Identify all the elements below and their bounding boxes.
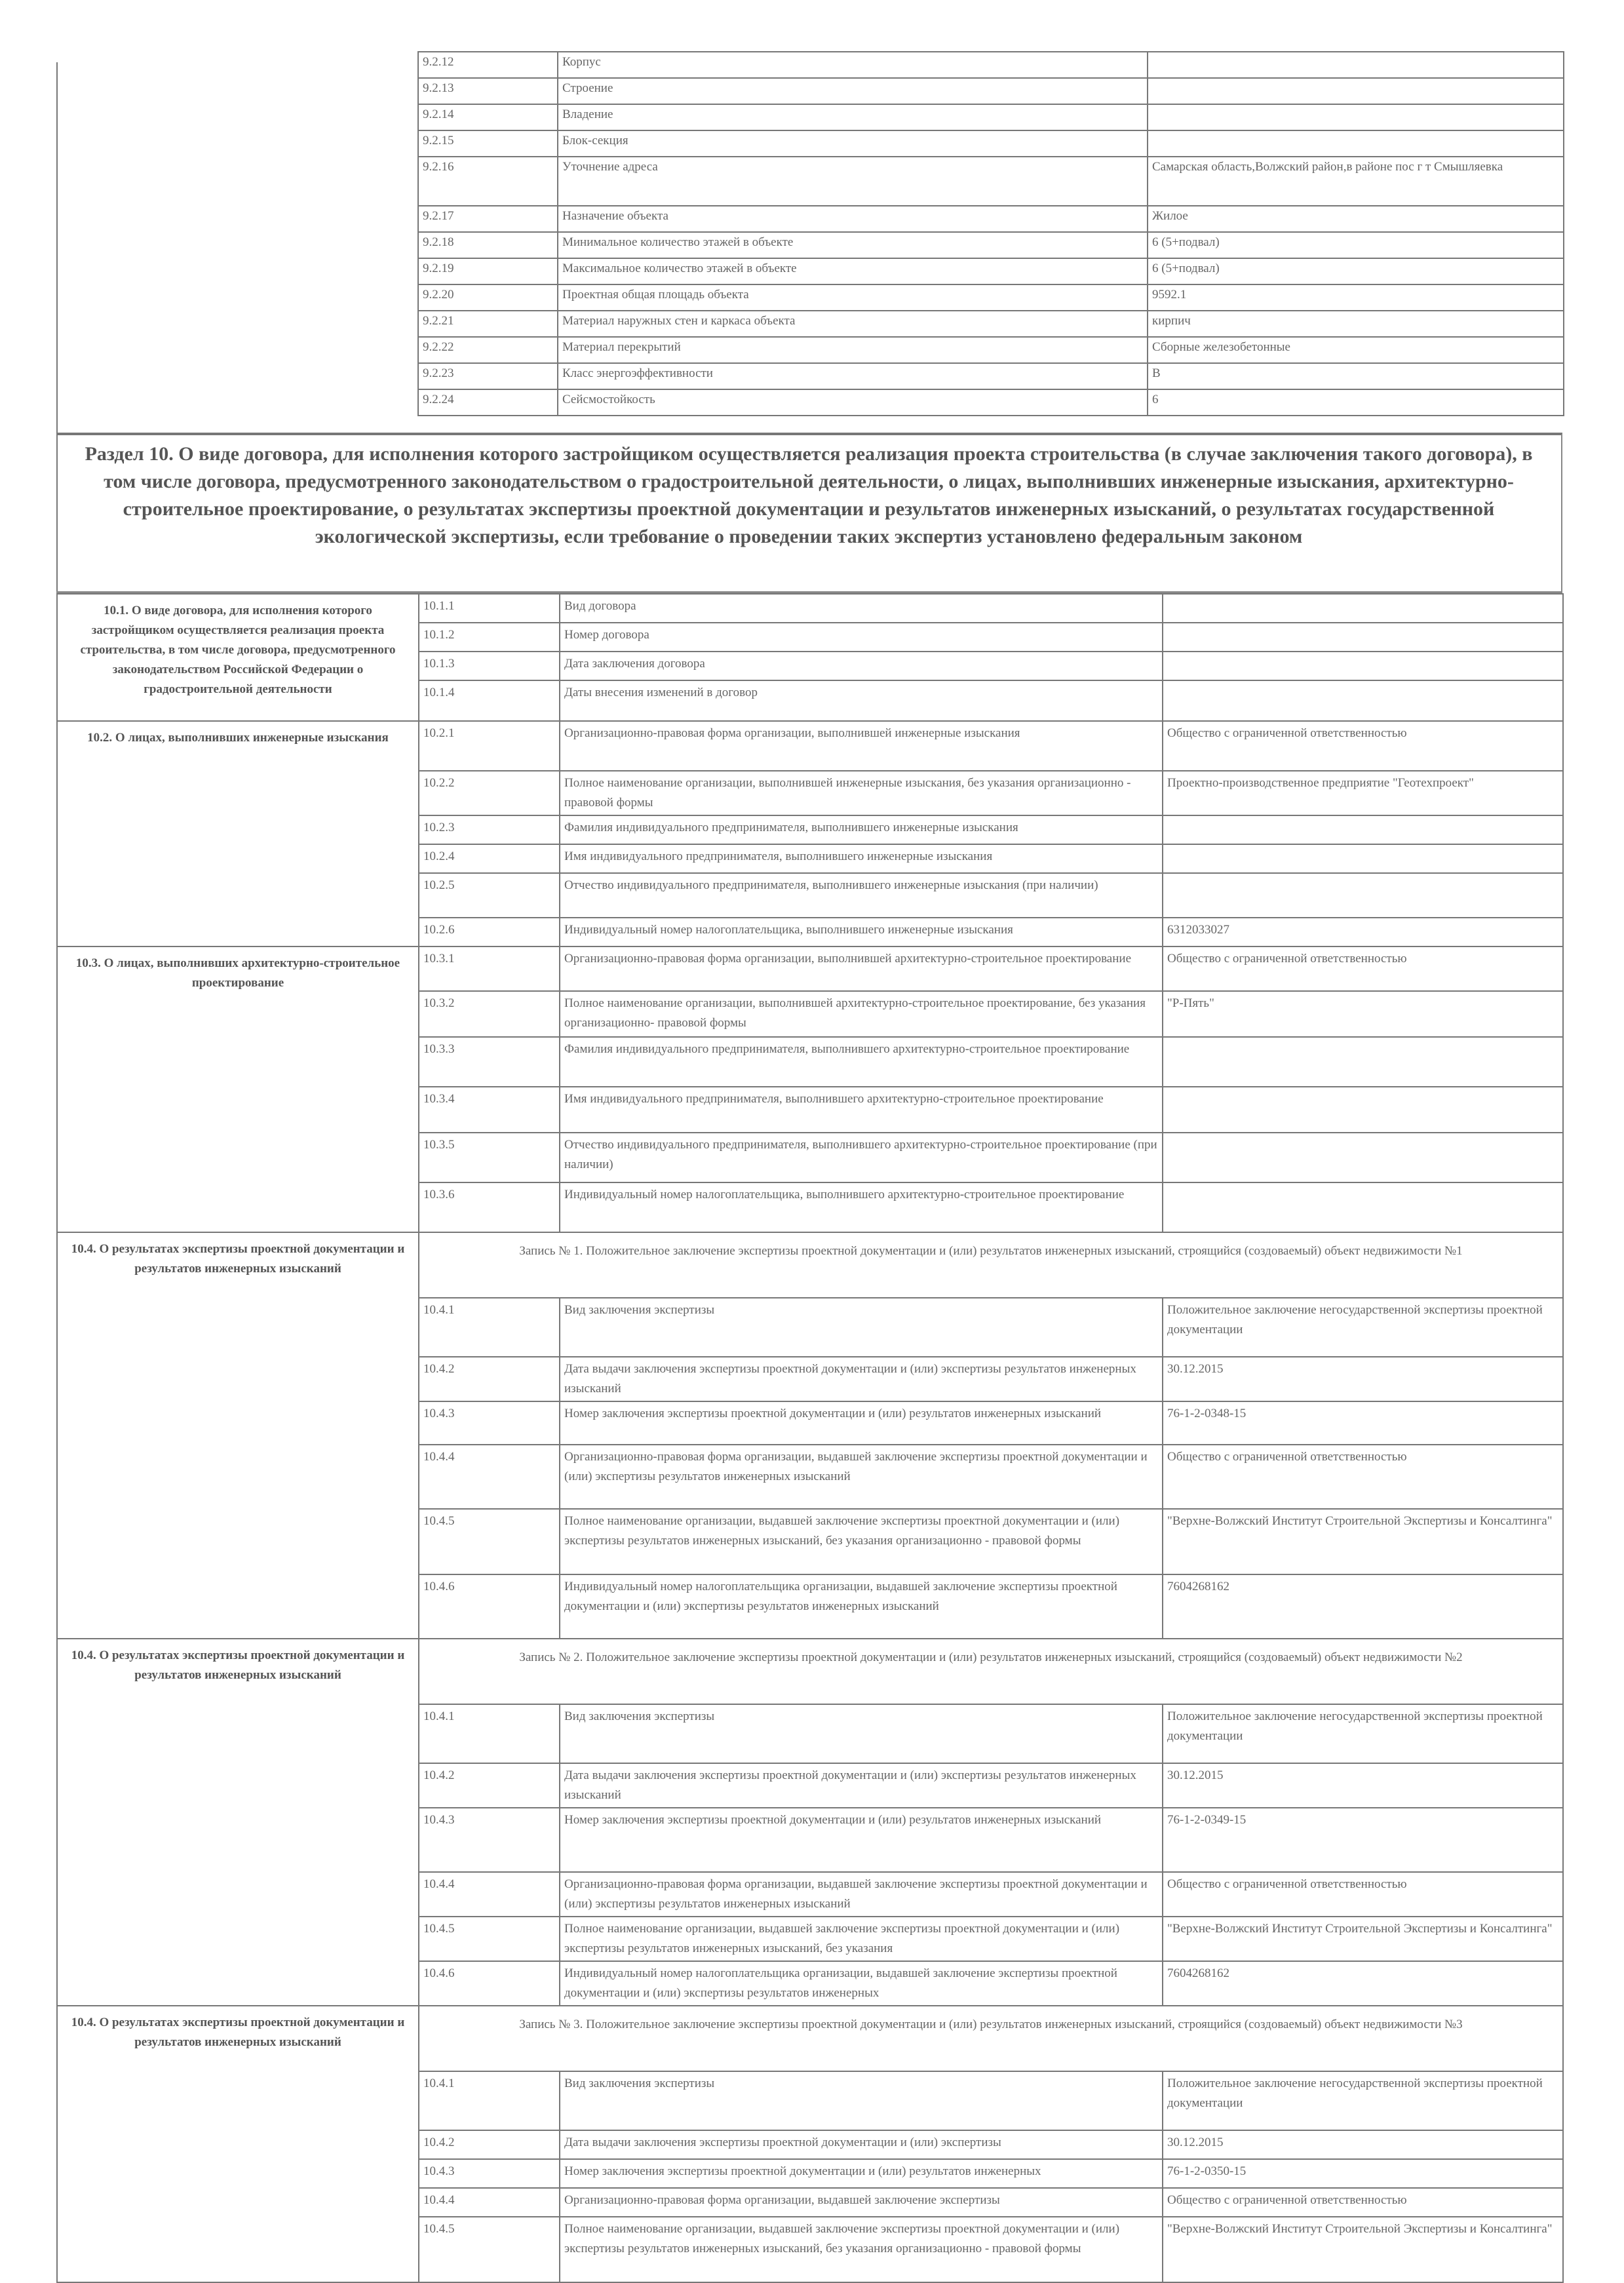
row-number: 9.2.23 [418,363,558,389]
row-value: Положительное заключение негосударственной экспертизы проектной документации [1163,2071,1563,2130]
table-row [57,594,1563,623]
row-label: Отчество индивидуального предпринимателя, выполнившего инженерные изыскания (при наличии) [560,873,1163,918]
row-value: Жилое [1148,206,1564,232]
row-number: 9.2.18 [418,232,558,258]
row-label: Отчество индивидуального предпринимателя, выполнившего архитектурно-строительное проектирование (при наличии) [560,1133,1163,1182]
row-label: Индивидуальный номер налогоплательщика, выполнившего инженерные изыскания [560,918,1163,946]
row-label: Проектная общая площадь объекта [558,284,1148,311]
row-number: 10.4.3 [419,1401,560,1445]
row-value: Общество с ограниченной ответственностью [1163,1872,1563,1917]
row-value: 7604268162 [1163,1574,1563,1639]
row-value: 76-1-2-0350-15 [1163,2159,1563,2188]
row-label: Вид заключения экспертизы [560,1704,1163,1763]
section10-title: Раздел 10. О виде договора, для исполнения которого застройщиком осуществляется реализация проекта строительства (в случае заключения такого договора), в том числе договора, предусмотренного законодательством о градостроительной деятельности, о лицах, выполнивших инженерные изыскания, архитектурно-строительное проектирование, о результатах экспертизы проектной документации и результатов инженерных изысканий, о результатах государственной экологической экспертизы, если требование о проведении таких экспертиз установлено федеральным законом [85,443,1533,547]
row-number: 10.2.6 [419,918,560,946]
row-value [1163,844,1563,873]
row-value: В [1148,363,1564,389]
group-title: 10.4. О результатах экспертизы проектной документации и результатов инженерных изысканий [57,1639,419,2006]
row-value: Общество с ограниченной ответственностью [1163,2188,1563,2217]
row-label: Назначение объекта [558,206,1148,232]
row-value [1163,1037,1563,1087]
row-number: 9.2.17 [418,206,558,232]
row-number: 10.1.2 [419,623,560,652]
row-value [1148,104,1564,130]
row-number: 10.4.5 [419,1917,560,1961]
row-value [1148,78,1564,104]
row-label: Вид заключения экспертизы [560,1298,1163,1357]
row-label: Фамилия индивидуального предпринимателя, выполнившего архитектурно-строительное проектирование [560,1037,1163,1087]
row-value: Положительное заключение негосударственной экспертизы проектной документации [1163,1298,1563,1357]
row-label: Строение [558,78,1148,104]
row-number: 10.3.2 [419,991,560,1037]
table-row [57,721,1563,771]
row-value: "Верхне-Волжский Институт Строительной Экспертизы и Консалтинга" [1163,1509,1563,1574]
row-value: 6312033027 [1163,918,1563,946]
row-number: 10.4.5 [419,2217,560,2282]
row-value: 6 [1148,389,1564,416]
row-label: Полное наименование организации, выдавшей заключение экспертизы проектной документации и (или) экспертизы результатов инженерных изысканий, без указания [560,1917,1163,1961]
row-label: Сейсмостойкость [558,389,1148,416]
row-number: 10.3.1 [419,946,560,991]
row-label: Номер заключения экспертизы проектной документации и (или) результатов инженерных [560,2159,1163,2188]
row-label: Дата выдачи заключения экспертизы проектной документации и (или) экспертизы результатов инженерных изысканий [560,1357,1163,1401]
row-value: 6 (5+подвал) [1148,232,1564,258]
row-value: Сборные железобетонные [1148,337,1564,363]
row-number: 10.3.3 [419,1037,560,1087]
row-label: Номер заключения экспертизы проектной документации и (или) результатов инженерных изысканий [560,1808,1163,1872]
row-value [1163,1133,1563,1182]
record-header-row [57,2006,1563,2071]
row-value: "Верхне-Волжский Институт Строительной Экспертизы и Консалтинга" [1163,1917,1563,1961]
row-label: Минимальное количество этажей в объекте [558,232,1148,258]
row-value [1163,594,1563,623]
row-number: 10.3.5 [419,1133,560,1182]
table-row [418,157,1564,206]
section10-header [56,433,1562,593]
row-value: "Верхне-Волжский Институт Строительной Экспертизы и Консалтинга" [1163,2217,1563,2282]
group-title: 10.3. О лицах, выполнивших архитектурно-строительное проектирование [57,946,419,1232]
row-value: "Р-Пять" [1163,991,1563,1037]
table-row [418,52,1564,78]
row-value [1163,1087,1563,1133]
record-header-row [57,1639,1563,1704]
row-number: 10.2.2 [419,771,560,815]
row-number: 10.3.6 [419,1182,560,1232]
section9-table [417,51,1564,416]
row-value: 7604268162 [1163,1961,1563,2006]
group-title: 10.4. О результатах экспертизы проектной документации и результатов инженерных изысканий [57,1232,419,1639]
row-value: Положительное заключение негосударственной экспертизы проектной документации [1163,1704,1563,1763]
row-value [1163,680,1563,721]
row-value: Самарская область,Волжский район,в районе пос г т Смышляевка [1148,157,1564,206]
row-value [1163,1182,1563,1232]
row-number: 10.2.1 [419,721,560,771]
row-label: Фамилия индивидуального предпринимателя, выполнившего инженерные изыскания [560,815,1163,844]
row-number: 9.2.22 [418,337,558,363]
row-label: Имя индивидуального предпринимателя, выполнившего инженерные изыскания [560,844,1163,873]
row-number: 9.2.21 [418,311,558,337]
row-number: 10.4.1 [419,1704,560,1763]
row-value: Общество с ограниченной ответственностью [1163,1445,1563,1509]
row-number: 9.2.13 [418,78,558,104]
row-label: Имя индивидуального предпринимателя, выполнившего архитектурно-строительное проектирование [560,1087,1163,1133]
row-number: 10.4.5 [419,1509,560,1574]
row-label: Владение [558,104,1148,130]
row-value: 30.12.2015 [1163,1357,1563,1401]
row-number: 10.1.1 [419,594,560,623]
section10-table [56,593,1564,2283]
table-row [418,258,1564,284]
row-label: Индивидуальный номер налогоплательщика организации, выдавшей заключение экспертизы проектной документации и (или) экспертизы результатов инженерных [560,1961,1163,2006]
row-number: 10.4.2 [419,1357,560,1401]
row-label: Полное наименование организации, выполнившей инженерные изыскания, без указания организационно - правовой формы [560,771,1163,815]
row-value: 9592.1 [1148,284,1564,311]
row-label: Номер договора [560,623,1163,652]
row-label: Дата выдачи заключения экспертизы проектной документации и (или) экспертизы [560,2130,1163,2159]
group-title: 10.1. О виде договора, для исполнения которого застройщиком осуществляется реализация проекта строительства, в том числе договора, предусмотренного законодательством Российской Федерации о градостроительной деятельности [57,594,419,721]
record-title: Запись № 1. Положительное заключение экспертизы проектной документации и (или) результатов инженерных изысканий, строящийся (создоваемый) объект недвижимости №1 [419,1232,1563,1298]
row-label: Вид договора [560,594,1163,623]
row-number: 10.4.3 [419,1808,560,1872]
row-label: Индивидуальный номер налогоплательщика организации, выдавшей заключение экспертизы проектной документации и (или) экспертизы результатов инженерных изысканий [560,1574,1163,1639]
row-number: 10.4.1 [419,1298,560,1357]
table-row [418,104,1564,130]
row-value [1163,652,1563,680]
group-title: 10.4. О результатах экспертизы проектной документации и результатов инженерных изысканий [57,2006,419,2282]
row-number: 10.2.4 [419,844,560,873]
row-number: 10.4.4 [419,1445,560,1509]
row-value [1163,623,1563,652]
row-number: 9.2.20 [418,284,558,311]
row-label: Максимальное количество этажей в объекте [558,258,1148,284]
row-label: Уточнение адреса [558,157,1148,206]
table-row [418,284,1564,311]
row-label: Полное наименование организации, выдавшей заключение экспертизы проектной документации и (или) экспертизы результатов инженерных изысканий, без указания организационно - правовой формы [560,2217,1163,2282]
row-value [1148,52,1564,78]
row-value [1163,815,1563,844]
row-label: Полное наименование организации, выполнившей архитектурно-строительное проектирование, без указания организационно- правовой формы [560,991,1163,1037]
row-number: 10.3.4 [419,1087,560,1133]
row-number: 10.2.5 [419,873,560,918]
row-label: Дата выдачи заключения экспертизы проектной документации и (или) экспертизы результатов инженерных изысканий [560,1763,1163,1808]
row-number: 10.4.3 [419,2159,560,2188]
table-row [418,389,1564,416]
row-label: Вид заключения экспертизы [560,2071,1163,2130]
row-number: 9.2.15 [418,130,558,157]
row-label: Материал перекрытий [558,337,1148,363]
row-number: 10.4.4 [419,2188,560,2217]
row-number: 9.2.14 [418,104,558,130]
row-label: Организационно-правовая форма организации, выдавшей заключение экспертизы проектной документации и (или) экспертизы результатов инженерных изысканий [560,1872,1163,1917]
row-number: 9.2.24 [418,389,558,416]
row-number: 9.2.19 [418,258,558,284]
table-row [418,311,1564,337]
row-value: 76-1-2-0348-15 [1163,1401,1563,1445]
row-value [1163,873,1563,918]
row-number: 10.4.4 [419,1872,560,1917]
row-value [1148,130,1564,157]
row-label: Класс энергоэффективности [558,363,1148,389]
row-number: 10.4.1 [419,2071,560,2130]
row-value: кирпич [1148,311,1564,337]
table-row [418,363,1564,389]
table-row [418,232,1564,258]
row-number: 10.1.3 [419,652,560,680]
row-label: Даты внесения изменений в договор [560,680,1163,721]
record-title: Запись № 2. Положительное заключение экспертизы проектной документации и (или) результатов инженерных изысканий, строящийся (создоваемый) объект недвижимости №2 [419,1639,1563,1704]
row-number: 9.2.16 [418,157,558,206]
row-label: Дата заключения договора [560,652,1163,680]
row-label: Корпус [558,52,1148,78]
table-row [418,130,1564,157]
row-number: 10.1.4 [419,680,560,721]
row-number: 10.4.2 [419,1763,560,1808]
row-number: 9.2.12 [418,52,558,78]
row-value: 76-1-2-0349-15 [1163,1808,1563,1872]
row-number: 10.4.6 [419,1961,560,2006]
row-label: Материал наружных стен и каркаса объекта [558,311,1148,337]
table-row [418,337,1564,363]
row-label: Блок-секция [558,130,1148,157]
row-value: Общество с ограниченной ответственностью [1163,721,1563,771]
group-title: 10.2. О лицах, выполнивших инженерные изыскания [57,721,419,946]
row-label: Организационно-правовая форма организации, выдавшей заключение экспертизы проектной документации и (или) экспертизы результатов инженерных изысканий [560,1445,1163,1509]
row-value: 6 (5+подвал) [1148,258,1564,284]
row-value: 30.12.2015 [1163,1763,1563,1808]
row-label: Полное наименование организации, выдавшей заключение экспертизы проектной документации и (или) экспертизы результатов инженерных изысканий, без указания организационно - правовой формы [560,1509,1163,1574]
row-value: 30.12.2015 [1163,2130,1563,2159]
record-title: Запись № 3. Положительное заключение экспертизы проектной документации и (или) результатов инженерных изысканий, строящийся (создоваемый) объект недвижимости №3 [419,2006,1563,2071]
record-header-row [57,1232,1563,1298]
row-label: Организационно-правовая форма организации, выдавшей заключение экспертизы [560,2188,1163,2217]
row-value: Общество с ограниченной ответственностью [1163,946,1563,991]
row-value: Проектно-производственное предприятие "Геотехпроект" [1163,771,1563,815]
row-label: Организационно-правовая форма организации, выполнившей инженерные изыскания [560,721,1163,771]
row-number: 10.4.2 [419,2130,560,2159]
row-label: Организационно-правовая форма организации, выполнившей архитектурно-строительное проектирование [560,946,1163,991]
row-number: 10.4.6 [419,1574,560,1639]
row-label: Индивидуальный номер налогоплательщика, выполнившего архитектурно-строительное проектирование [560,1182,1163,1232]
row-number: 10.2.3 [419,815,560,844]
table-row [57,946,1563,991]
table-row [418,78,1564,104]
row-label: Номер заключения экспертизы проектной документации и (или) результатов инженерных изысканий [560,1401,1163,1445]
table-row [418,206,1564,232]
